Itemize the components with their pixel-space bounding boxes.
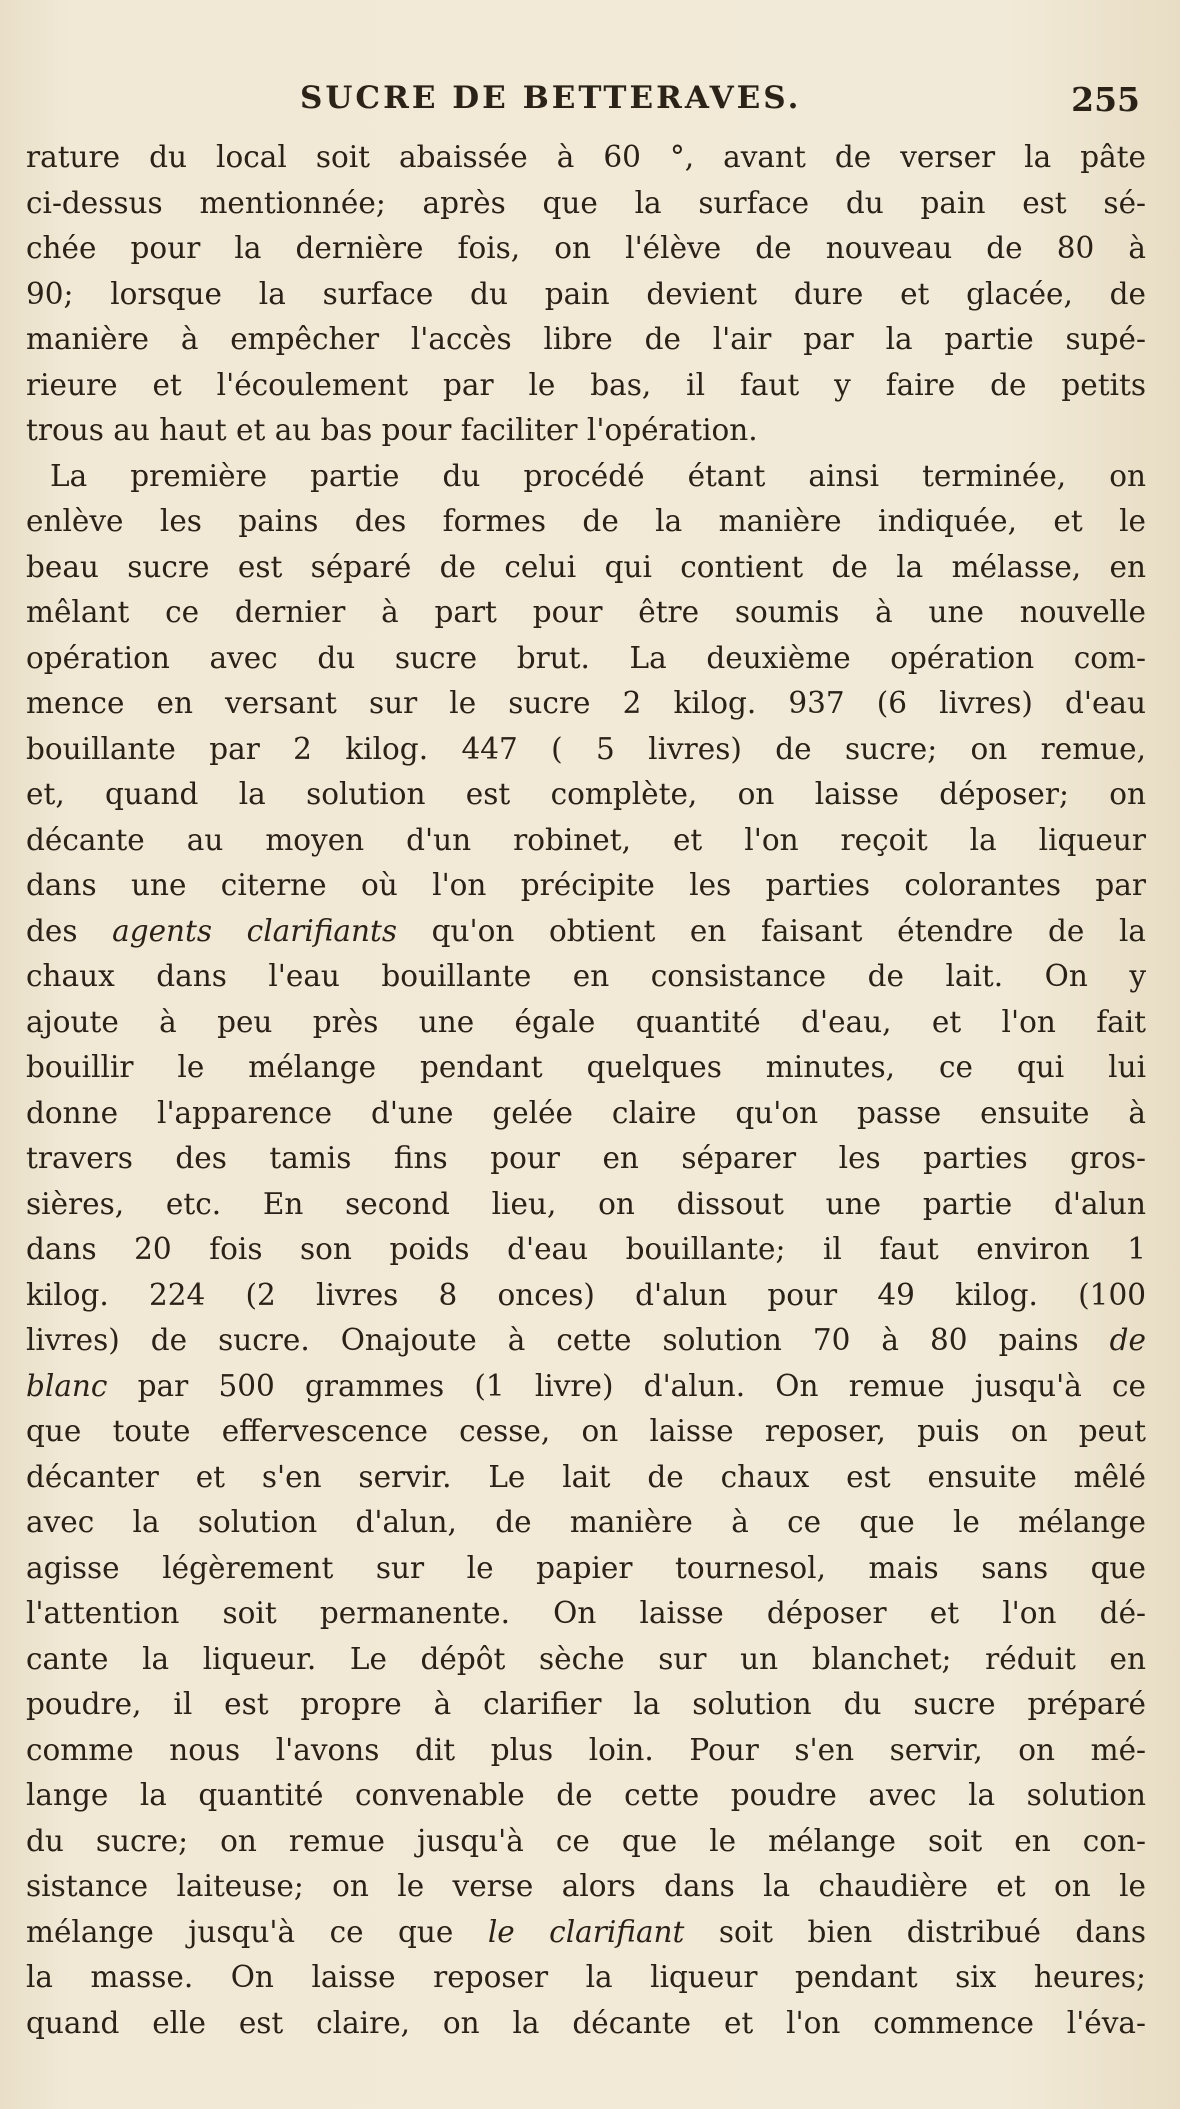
italic-segment: agents clarifiants bbox=[112, 913, 398, 948]
text-line bbox=[26, 1318, 1146, 1364]
text-line: 90; lorsque la surface du pain devient dure et glacée, de bbox=[26, 276, 1146, 311]
text-line: l'attention soit permanente. On laisse déposer et l'on dé- bbox=[26, 1596, 1146, 1630]
text-line: bouillir le mélange pendant quelques minutes, ce qui lui bbox=[26, 1050, 1146, 1084]
running-title: SUCRE DE BETTERAVES. bbox=[300, 80, 802, 116]
italic-segment: blanc bbox=[26, 1368, 108, 1403]
italic-segment: le clarifiant bbox=[487, 1914, 685, 1949]
text-line: poudre, il est propre à clarifier la solution du sucre préparé bbox=[26, 1687, 1146, 1721]
text-line: rieure et l'écoulement par le bas, il faut y faire de petits bbox=[26, 367, 1146, 402]
text-line: quand elle est claire, on la décante et l'on commence l'éva- bbox=[26, 2005, 1146, 2040]
text-line: du sucre; on remue jusqu'à ce que le mélange soit en con- bbox=[26, 1823, 1146, 1858]
text-line: manière à empêcher l'accès libre de l'air par la partie supé- bbox=[26, 322, 1146, 356]
text-line: avec la solution d'alun, de manière à ce que le mélange bbox=[26, 1505, 1146, 1539]
text-segment: mélange jusqu'à ce que bbox=[26, 1914, 488, 1949]
text-line: travers des tamis fins pour en séparer les parties gros- bbox=[26, 1141, 1146, 1175]
body-text bbox=[26, 135, 1146, 2046]
page-number: 255 bbox=[1071, 80, 1140, 119]
text-line: sières, etc. En second lieu, on dissout une partie d'alun bbox=[26, 1186, 1146, 1221]
page-header bbox=[300, 80, 1140, 120]
text-line: chée pour la dernière fois, on l'élève de nouveau de 80 à bbox=[26, 231, 1146, 265]
text-line: décante au moyen d'un robinet, et l'on reçoit la liqueur bbox=[26, 822, 1146, 857]
text-line: dans une citerne où l'on précipite les parties colorantes par bbox=[26, 868, 1146, 902]
text-line: La première partie du procédé étant ainsi terminée, on bbox=[50, 458, 1146, 493]
text-line: décanter et s'en servir. Le lait de chaux est ensuite mêlé bbox=[26, 1459, 1146, 1494]
text-line: sistance laiteuse; on le verse alors dans la chaudière et on le bbox=[26, 1869, 1146, 1903]
text-line bbox=[26, 1910, 1146, 1956]
text-line: comme nous l'avons dit plus loin. Pour s'en servir, on mé- bbox=[26, 1732, 1146, 1767]
text-line: ajoute à peu près une égale quantité d'eau, et l'on fait bbox=[26, 1004, 1146, 1039]
text-line: enlève les pains des formes de la manière indiquée, et le bbox=[26, 504, 1146, 538]
text-line: opération avec du sucre brut. La deuxième opération com- bbox=[26, 640, 1146, 675]
text-line: beau sucre est séparé de celui qui contient de la mélasse, en bbox=[26, 549, 1146, 584]
text-segment: des bbox=[26, 913, 113, 948]
text-line: mence en versant sur le sucre 2 kilog. 937 (6 livres) d'eau bbox=[26, 686, 1146, 720]
text-line: trous au haut et au bas pour faciliter l'opération. bbox=[26, 413, 758, 447]
text-line: bouillante par 2 kilog. 447 ( 5 livres) de sucre; on remue, bbox=[26, 731, 1146, 766]
text-line: et, quand la solution est complète, on laisse déposer; on bbox=[26, 777, 1146, 811]
text-line: cante la liqueur. Le dépôt sèche sur un blanchet; réduit en bbox=[26, 1641, 1146, 1676]
text-line: que toute effervescence cesse, on laisse reposer, puis on peut bbox=[26, 1414, 1146, 1448]
text-line: rature du local soit abaissée à 60 °, avant de verser la pâte bbox=[26, 140, 1146, 174]
text-line: mêlant ce dernier à part pour être soumis à une nouvelle bbox=[26, 595, 1146, 629]
text-line bbox=[26, 909, 1146, 955]
text-line: donne l'apparence d'une gelée claire qu'on passe ensuite à bbox=[26, 1095, 1146, 1130]
text-segment: par 500 grammes (1 livre) d'alun. On remue jusqu'à ce bbox=[107, 1368, 1146, 1403]
text-line: agisse légèrement sur le papier tournesol, mais sans que bbox=[26, 1550, 1146, 1585]
text-line: ci-dessus mentionnée; après que la surface du pain est sé- bbox=[26, 185, 1146, 220]
text-segment: qu'on obtient en faisant étendre de la bbox=[397, 913, 1146, 948]
text-segment: livres) de sucre. Onajoute à cette solution 70 à 80 pains bbox=[26, 1323, 1110, 1357]
text-line: chaux dans l'eau bouillante en consistance de lait. On y bbox=[26, 959, 1146, 993]
text-line: dans 20 fois son poids d'eau bouillante; il faut environ 1 bbox=[26, 1232, 1146, 1266]
text-line: la masse. On laisse reposer la liqueur pendant six heures; bbox=[26, 1960, 1146, 1994]
text-line: lange la quantité convenable de cette poudre avec la solution bbox=[26, 1778, 1146, 1812]
text-line: kilog. 224 (2 livres 8 onces) d'alun pour 49 kilog. (100 bbox=[26, 1277, 1146, 1312]
text-line bbox=[26, 1364, 1146, 1410]
italic-segment: de bbox=[1109, 1323, 1146, 1357]
text-segment: soit bien distribué dans bbox=[684, 1914, 1146, 1949]
